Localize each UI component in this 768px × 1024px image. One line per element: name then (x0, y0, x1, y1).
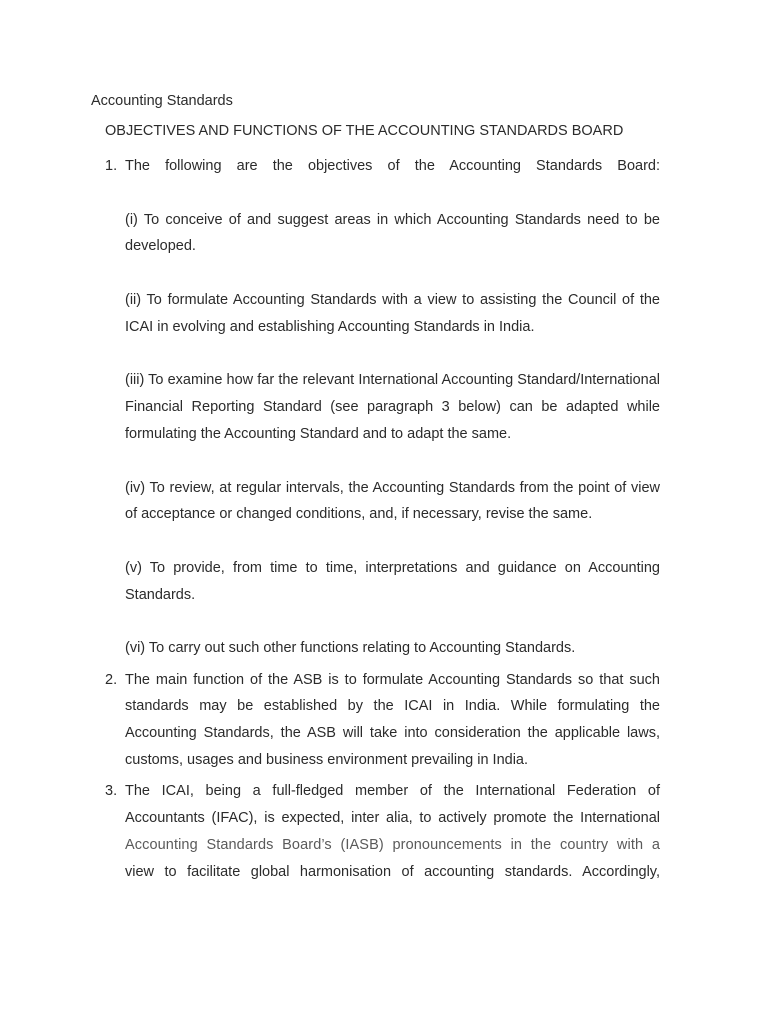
icai-ifac-text: The ICAI, being a full-fledged member of the International Federation of Accountants (IFAC), is expected, inter alia, to actively promote the International (125, 783, 660, 827)
document-title: Accounting Standards (91, 93, 233, 109)
list-item-number: 3. (105, 783, 118, 800)
list-item-number: 1. (105, 158, 118, 174)
objective-i: (i) To conceive of and suggest areas in which Accounting Standards need to be developed. (125, 211, 660, 255)
objective-vi: (vi) To carry out such other functions relating to Accounting Standards. (125, 640, 576, 657)
asb-main-function: The main function of the ASB is to formulate Accounting Standards so that such standards may be established by the ICAI in India. While formulating the Accounting Standards, the ASB will take into consideration the applicable laws, customs, usages and business environment prevailing in India. (125, 671, 660, 769)
objective-iii: (iii) To examine how far the relevant International Accounting Standard/International Financial Reporting Standard (see paragraph 3 below) can be adapted while formulating the Accounting Standard and to adapt the same. (125, 372, 660, 442)
list-item-number: 2. (105, 671, 118, 688)
objective-ii: (ii) To formulate Accounting Standards with a view to assisting the Council of the ICAI in evolving and establishing Accounting Standards in India. (125, 291, 660, 335)
list-item-1 (0, 153, 660, 662)
objective-iv: (iv) To review, at regular intervals, the Accounting Standards from the point of view of acceptance or changed conditions, and, if necessary, revise the same. (125, 479, 660, 523)
iasb-pronouncements-text: Accounting Standards Board’s (IASB) pronouncements in the country with a (125, 836, 660, 853)
section-heading: OBJECTIVES AND FUNCTIONS OF THE ACCOUNTING STANDARDS BOARD (105, 123, 624, 139)
objective-v: (v) To provide, from time to time, interpretations and guidance on Accounting Standards. (125, 559, 660, 603)
harmonisation-text: view to facilitate global harmonisation of accounting standards. Accordingly, (125, 863, 660, 880)
list-item-3 (0, 778, 660, 885)
numbered-list (0, 153, 768, 886)
list-item-2 (0, 667, 660, 774)
objectives-intro: The following are the objectives of the Accounting Standards Board: (125, 158, 660, 174)
